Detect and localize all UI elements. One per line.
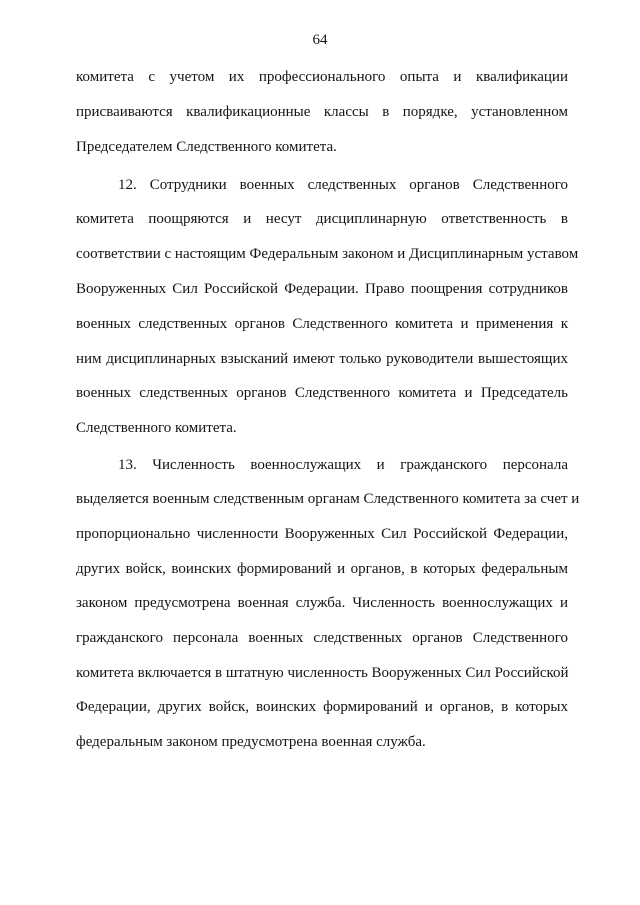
text-line: соответствии с настоящим Федеральным законом и Дисциплинарным уставом — [76, 246, 579, 262]
text-line: ним дисциплинарных взысканий имеют только руководители вышестоящих — [76, 351, 568, 367]
text-line: комитета поощряются и несут дисциплинарную ответственность в — [76, 211, 568, 227]
text-line: присваиваются квалификационные классы в порядке, установленном — [76, 104, 568, 120]
text-line: пропорционально численности Вооруженных Сил Российской Федерации, — [76, 526, 568, 542]
text-line: Федерации, других войск, воинских формирований и органов, в которых — [76, 699, 568, 715]
text-line: военных следственных органов Следственного комитета и применения к — [76, 316, 568, 332]
text-line: выделяется военным следственным органам Следственного комитета за счет и — [76, 491, 580, 507]
text-line: Следственного комитета. — [76, 420, 237, 436]
text-line: комитета с учетом их профессионального опыта и квалификации — [76, 69, 568, 85]
text-line: федеральным законом предусмотрена военная служба. — [76, 734, 426, 750]
text-line: других войск, воинских формирований и органов, в которых федеральным — [76, 561, 568, 577]
page-number: 64 — [312, 32, 328, 48]
text-line: гражданского персонала военных следственных органов Следственного — [76, 630, 568, 646]
text-line: законом предусмотрена военная служба. Численность военнослужащих и — [76, 595, 568, 611]
text-line: 12. Сотрудники военных следственных органов Следственного — [118, 177, 568, 193]
text-line: военных следственных органов Следственного комитета и Председатель — [76, 385, 568, 401]
text-line: 13. Численность военнослужащих и гражданского персонала — [118, 457, 568, 473]
text-line: комитета включается в штатную численность Вооруженных Сил Российской — [76, 665, 569, 681]
text-line: Вооруженных Сил Российской Федерации. Право поощрения сотрудников — [76, 281, 568, 297]
text-line: Председателем Следственного комитета. — [76, 139, 337, 155]
